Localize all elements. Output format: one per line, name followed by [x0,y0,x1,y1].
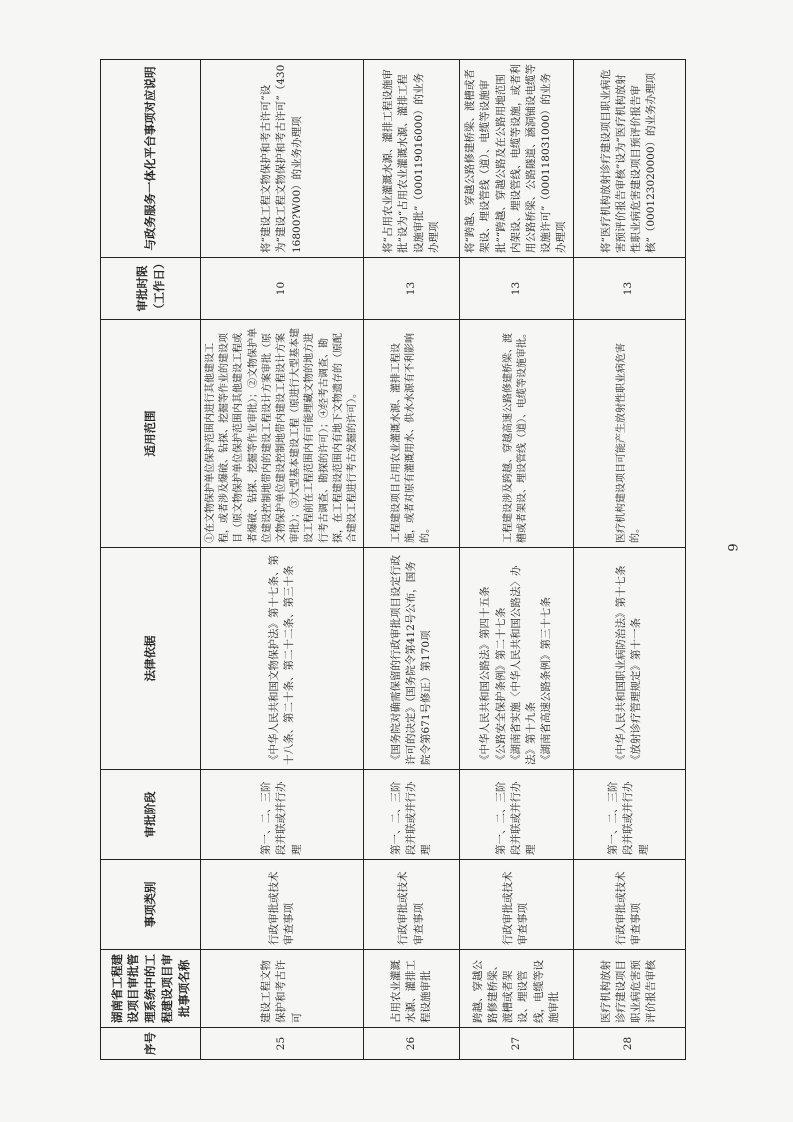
cell-scope: 工程建设项目占用农业灌溉水源、灌排工程设施，或者对原有灌溉用水、供水水源有不利影响的。 [364,320,460,548]
cell-category: 行政审批或技术审查事项 [201,860,364,950]
page-number: 9 [726,543,742,552]
cell-basis [201,548,364,770]
table-row [460,60,574,1060]
cell-desc: 将“医疗机构放射诊疗建设项目职业病危害预评价报告审核”设为“医疗机构放射性职业病危害建设项目预评价报告审核”（000123020000）的业务办理项 [573,60,685,258]
cell-days: 13 [364,258,460,320]
cell-days: 13 [460,258,574,320]
header-row [101,60,201,1060]
law-reference: 《公路安全保护条例》第二十七条 [494,607,507,765]
header-stage: 审批阶段 [101,770,201,860]
cell-category: 行政审批或技术审查事项 [573,860,685,950]
cell-name: 跨越、穿越公路修建桥梁、渡槽或者架设、埋设管线，电缆等设施审批 [460,950,574,1028]
cell-name: 医疗机构放射诊疗建设项目职业病危害预评价报告审核 [573,950,685,1028]
cell-desc: 将“占用农业灌溉水源、灌排工程设施审批”设为“占用农业灌溉水源、灌排工程设施审批”（000119016000）的业务办理项 [364,60,460,258]
table-body [201,60,686,1060]
cell-scope: 医疗机构建设项目可能产生放射性职业病危害的。 [573,320,685,548]
cell-desc: 将“跨越、穿越公路修建桥梁、渡槽或者架设、埋设管线（道）、电缆等设施审批”“跨越、穿越公路及在公路用地范围内架设、埋设管线、电缆等设施，或者利用公路桥梁、公路隧道、涵洞铺设电缆等设施许可”（000118031000）的业务办理项 [460,60,574,258]
law-reference: 《放射诊疗管理规定》第十一条 [630,618,643,765]
law-reference: 《中华人民共和国文物保护法》第十七条、第十八条、第二十条、第二十二条、第三十条 [267,555,296,765]
law-reference: 《湖南省实施〈中华人民共和国公路法〉办法》第十九条 [509,565,537,765]
table-row [201,60,364,1060]
law-reference: 《中华人民共和国职业病防治法》第十七条 [614,565,627,765]
table-row [364,60,460,1060]
cell-no: 27 [460,1028,574,1060]
law-reference: 《国务院对确需保留的行政审批项目设定行政许可的决定》（国务院令第412号公布，国务院令第671号修正）第170项 [389,555,433,765]
cell-basis [573,548,685,770]
rotated-table-container [100,60,680,1060]
cell-category: 行政审批或技术审查事项 [364,860,460,950]
cell-desc: 将“建设工程文物保护和考古许可”设为“建设工程文物保护和考古许可”（43016800?W00）的业务办理项 [201,60,364,258]
cell-name: 建设工程文物保护和考古许可 [201,950,364,1028]
cell-category: 行政审批或技术审查事项 [460,860,574,950]
cell-scope: ①在文物保护单位保护范围内进行其他建设工程，或者涉及爆破、钻探、挖掘等作业的建设项目（原文物保护单位保护范围内其他建设工程或者爆破、钻探、挖掘等作业审批）；②文物保护单位建设控制地带内的建设工程设计方案审批（原文物保护单位建设控制地带内建设工程设计方案审批）；③大型基本建设工程（原进行大型基本建设工程前在工程范围内有可能埋藏文物的地方进行考古调查、勘探的许可）；④经考古调查、勘探，在工程建设范围内有地下文物遗存的（原配合建设工程进行考古发掘的许可）。 [201,320,364,548]
header-desc: 与政务服务一体化平台事项对应说明 [101,60,201,258]
cell-stage: 第一、二、三阶段并联或并行办理 [201,770,364,860]
cell-name: 占用农业灌溉水源、灌排工程设施审批 [364,950,460,1028]
cell-basis [460,548,574,770]
cell-no: 26 [364,1028,460,1060]
header-category: 事项类别 [101,860,201,950]
header-no: 序号 [101,1028,201,1060]
cell-no: 25 [201,1028,364,1060]
cell-stage: 第一、二、三阶段并联或并行办理 [573,770,685,860]
header-basis: 法律依据 [101,548,201,770]
cell-days: 13 [573,258,685,320]
cell-scope: 工程建设涉及跨越、穿越高速公路修建桥梁、渡槽或者架设、埋设管线（道）、电缆等设施审批。 [460,320,574,548]
approval-items-table [100,59,686,1060]
law-reference: 《湖南省高速公路条例》第三十七条 [540,597,553,765]
table-row [573,60,685,1060]
cell-stage: 第一、二、三阶段并联或并行办理 [460,770,574,860]
cell-no: 28 [573,1028,685,1060]
header-days: 审批时限（工作日） [101,258,201,320]
cell-days: 10 [201,258,364,320]
header-scope: 适用范围 [101,320,201,548]
law-reference: 《中华人民共和国公路法》第四十五条 [479,586,492,765]
header-name: 湖南省工程建设项目审批管理系统中的工程建设项目审批事项名称 [101,950,201,1028]
cell-stage: 第一、二、三阶段并联或并行办理 [364,770,460,860]
cell-basis [364,548,460,770]
